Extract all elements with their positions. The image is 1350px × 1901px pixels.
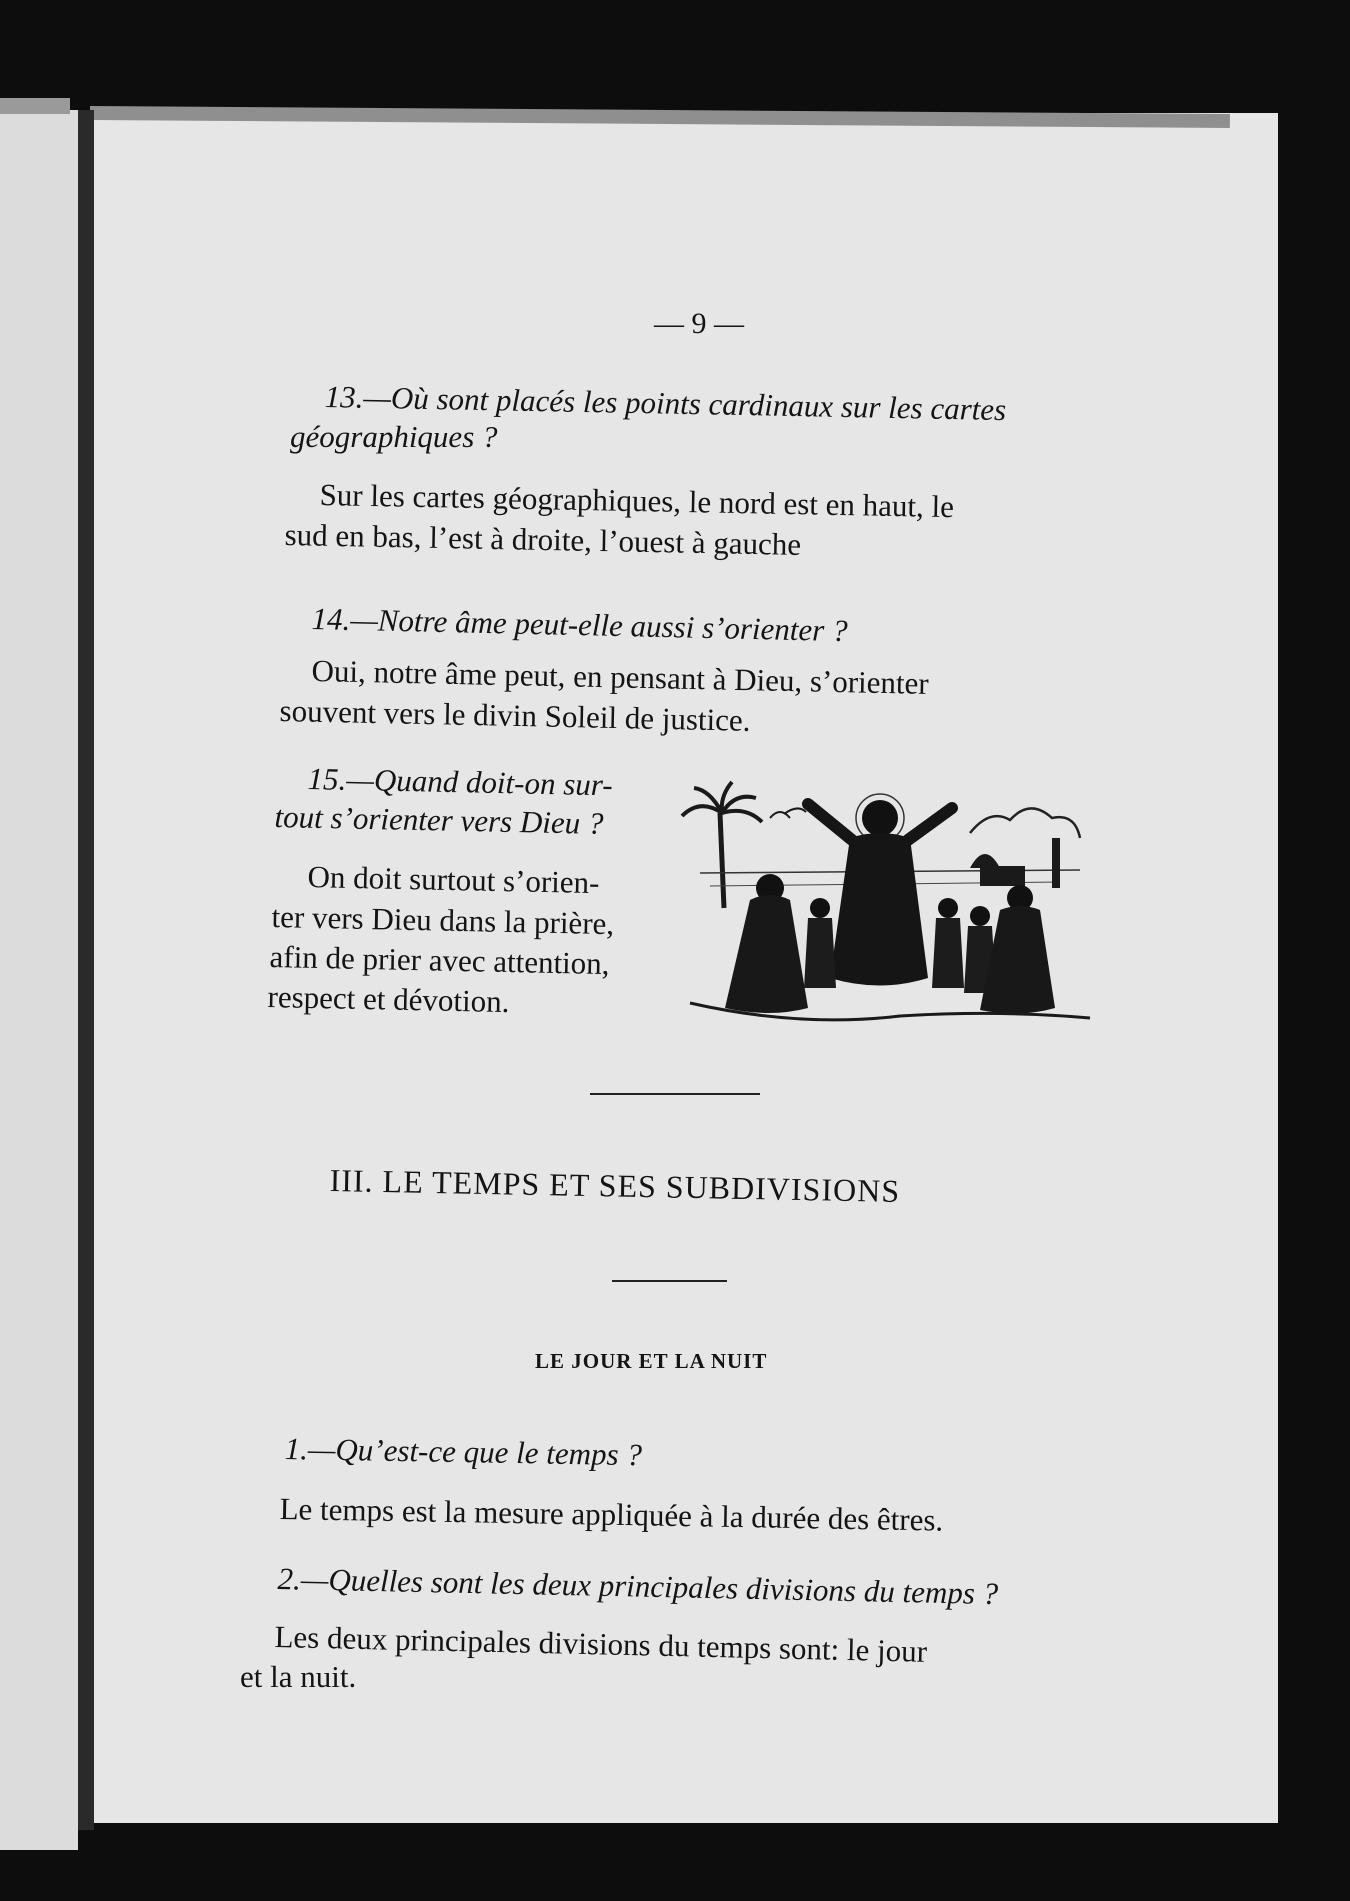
engraving-christ-blessing-children-icon xyxy=(680,778,1100,1028)
question-15-line-1: 15.—Quand doit-on sur- xyxy=(307,760,614,803)
question-14: 14.—Notre âme peut-elle aussi s’orienter ? xyxy=(311,600,848,649)
answer-15-line-1: On doit surtout s’orien- xyxy=(307,858,600,901)
question-15-line-2: tout s’orienter vers Dieu ? xyxy=(274,798,604,841)
answer-13-line-1: Sur les cartes géographiques, le nord est en haut, le xyxy=(319,476,955,525)
answer-2-line-1: Les deux principales divisions du temps sont: le jour xyxy=(274,1618,928,1669)
question-13-line-1: 13.—Où sont placés les points cardinaux sur les cartes xyxy=(324,378,1007,428)
answer-1: Le temps est la mesure appliquée à la durée des êtres. xyxy=(279,1490,944,1538)
section-divider-top xyxy=(590,1093,760,1095)
answer-15-line-4: respect et dévotion. xyxy=(267,978,510,1020)
section-title: III. LE TEMPS ET SES SUBDIVISIONS xyxy=(329,1162,901,1209)
answer-15-line-2: ter vers Dieu dans la prière, xyxy=(271,898,615,942)
answer-15-line-3: afin de prier avec attention, xyxy=(269,938,610,982)
book-spine xyxy=(78,110,94,1830)
answer-14-line-1: Oui, notre âme peut, en pensant à Dieu, s’orienter xyxy=(311,652,930,701)
adjacent-page-edge xyxy=(0,98,70,114)
adjacent-page-strip xyxy=(0,110,78,1850)
page-number: — 9 — xyxy=(654,307,744,340)
answer-13-line-2: sud en bas, l’est à droite, l’ouest à gauche xyxy=(284,516,802,562)
question-2: 2.—Quelles sont les deux principales divisions du temps ? xyxy=(277,1560,999,1612)
subsection-title: LE JOUR ET LA NUIT xyxy=(535,1349,768,1373)
question-1: 1.—Qu’est-ce que le temps ? xyxy=(284,1430,643,1473)
question-13-line-2: géographiques ? xyxy=(290,419,498,454)
answer-14-line-2: souvent vers le divin Soleil de justice. xyxy=(279,692,751,738)
section-divider-bottom xyxy=(612,1280,727,1282)
answer-2-line-2: et la nuit. xyxy=(240,1659,357,1694)
